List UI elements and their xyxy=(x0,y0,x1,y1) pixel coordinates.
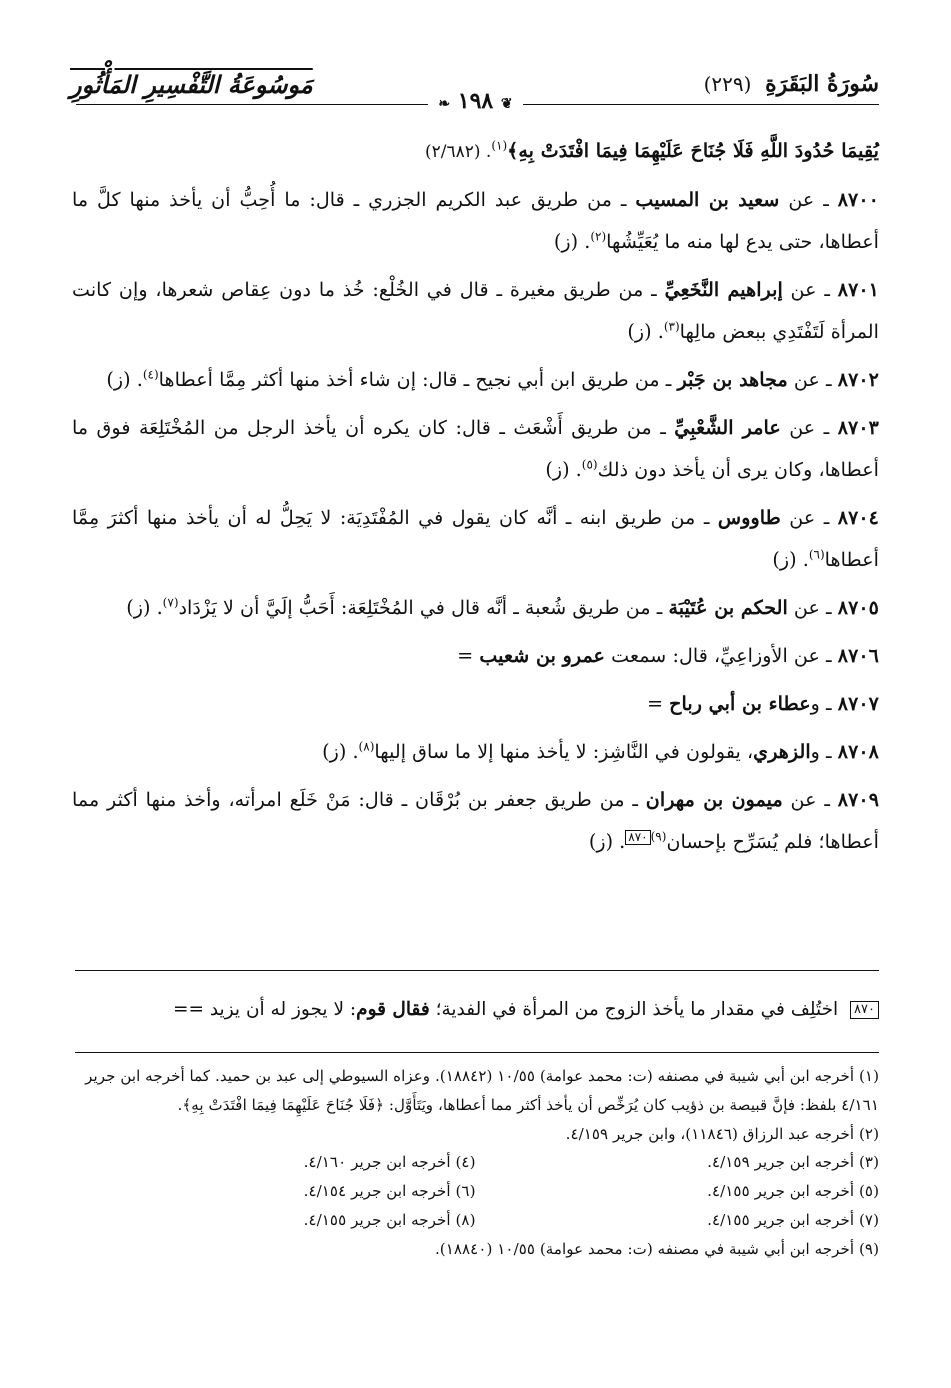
footnote-mark: (٣) xyxy=(663,319,680,334)
entry-lead: ـ عن xyxy=(787,596,838,619)
narrator-name: عامر الشَّعْبِيِّ xyxy=(674,416,781,439)
narration-entry xyxy=(72,497,879,581)
narrator-name: سعيد بن المسيب xyxy=(635,188,780,211)
footnote-mark: (٦) xyxy=(808,547,825,562)
narrator-name: عطاء بن أبي رباح xyxy=(669,692,811,715)
book-title: مَوسُوعَةُ التَّفْسِيرِ المَأْثُورِ xyxy=(70,69,313,99)
entry-tail: . (ز) xyxy=(627,320,664,343)
entry-number: ٨٧٠٥ xyxy=(837,596,879,619)
page-number-block xyxy=(0,88,951,114)
entry-number: ٨٧٠٢ xyxy=(837,368,879,391)
narration-entry xyxy=(72,683,879,725)
entry-text: ـ من طريق ابن أبي نجيح ـ قال: إن شاء أخذ منها أكثر مِمَّا أعطاها xyxy=(158,368,678,391)
footnote-2: (٢) أخرجه عبد الرزاق (١١٨٤٦)، وابن جرير ٤/١٥٩. xyxy=(565,1124,879,1143)
entry-text: ـ من طريق عبد الكريم الجزري ـ قال: ما أُحِبُّ أن يأخذ منها كلَّ ما أعطاها، حتى يدع لها منه ما يُعَيِّشُها xyxy=(72,188,879,253)
footnotes xyxy=(72,1062,879,1264)
entry-text: ـ من طريق مغيرة ـ قال في الخُلْع: خُذ ما دون عِقاص شعرها، وإن كانت المرأة لَتَفْتَدِي ببعض مالِها xyxy=(72,278,879,343)
narrator-name: طاووس xyxy=(717,506,781,529)
quran-verse: يُقِيمَا حُدُودَ اللَّهِ فَلَا جُنَاحَ عَلَيْهِمَا فِيمَا افْتَدَتْ بِهِ xyxy=(518,139,879,162)
entry-text: الأوزاعِيِّ، قال: سمعت xyxy=(605,644,788,667)
entry-number: ٨٧٠٨ xyxy=(837,740,879,763)
narration-entry xyxy=(72,587,879,629)
ayah-number: (٢٢٩) xyxy=(703,72,752,96)
entry-text: ـ من طريق ابنه ـ أنَّه كان يقول في المُفْتَدِيَة: لا يَحِلُّ له أن يأخذ منها أكثرَ مِمَّا أعطاها xyxy=(72,506,879,571)
footnote-3: (٣) أخرجه ابن جرير ٤/١٥٩. xyxy=(707,1153,879,1172)
narrator-name: مجاهد بن جَبْر xyxy=(677,368,788,391)
narration-entry xyxy=(72,179,879,263)
entry-lead: ـ عن xyxy=(780,416,838,439)
narration-entry xyxy=(72,359,879,401)
entry-number: ٨٧٠٧ xyxy=(837,692,879,715)
sura-title: سُورَةُ البَقَرَةِ xyxy=(765,71,879,97)
entry-lead: ـ عن xyxy=(787,368,838,391)
entry-lead: ـ عن xyxy=(779,188,838,211)
ornament-icon: ❧ xyxy=(438,96,451,112)
entry-tail: = xyxy=(457,644,480,667)
note-text: اختُلِف في مقدار ما يأخذ الزوج من المرأة في الفدية؛ xyxy=(429,999,845,1020)
note-ref-box: ٨٧٠ xyxy=(625,830,650,845)
entry-number: ٨٧٠٠ xyxy=(837,188,879,211)
main-text xyxy=(72,130,879,863)
entry-lead: ـ عن xyxy=(787,644,838,667)
verse-line xyxy=(72,130,879,173)
footnote-mark: (٨) xyxy=(358,739,375,754)
narrator-name: إبراهيم النَّخَعِيِّ xyxy=(664,278,783,301)
entry-tail: . (ز) xyxy=(772,548,809,571)
entry-number: ٨٧٠٤ xyxy=(837,506,879,529)
verse-reference: . (٢/٦٨٢) xyxy=(424,142,492,162)
footnote-6: (٦) أخرجه ابن جرير ٤/١٥٤. xyxy=(303,1182,476,1201)
note-bold: فقال قوم xyxy=(356,999,430,1020)
entry-tail: . (ز) xyxy=(322,740,359,763)
narration-entry xyxy=(72,269,879,353)
entry-number: ٨٧٠٩ xyxy=(837,788,880,811)
entry-lead: ـ عن xyxy=(780,506,838,529)
entry-text: ـ من طريق جعفر بن بُرْقَان ـ قال: مَنْ خَلَع امرأته، وأخذ منها أكثر مما أعطاها؛ فلم يُسَرِّح بإحسان xyxy=(72,788,879,853)
entry-tail: = xyxy=(646,692,670,715)
footnote-5: (٥) أخرجه ابن جرير ٤/١٥٥. xyxy=(707,1182,879,1201)
sidenote-rule xyxy=(75,970,879,971)
page-number: ١٩٨ xyxy=(457,88,494,114)
entry-lead: ـ عن xyxy=(782,278,838,301)
footnote-mark: (٩) xyxy=(650,829,667,844)
entry-number: ٨٧٠١ xyxy=(837,278,879,301)
quran-bracket-close: ﴾ xyxy=(507,139,519,162)
entry-lead: ـ و xyxy=(810,692,838,715)
entry-text: ـ من طريق شُعبة ـ أنَّه قال في المُخْتَلِعَة: أَحَبُّ إلَيَّ أن لا يَزْدَاد xyxy=(178,596,669,619)
footnote-mark: (٧) xyxy=(162,595,179,610)
entry-text: ، يقولون في النَّاشِز: لا يأخذ منها إلا ما ساق إليها xyxy=(374,740,754,763)
note-label: ٨٧٠ xyxy=(850,1001,879,1019)
entry-lead: ـ و xyxy=(810,740,838,763)
narration-entry xyxy=(72,635,879,677)
editor-note xyxy=(18,990,879,1030)
footnote-mark: (١) xyxy=(491,138,508,153)
narrator-name: عمرو بن شعيب xyxy=(479,644,606,667)
narration-entry xyxy=(72,407,879,491)
footnote-row xyxy=(72,1206,879,1235)
entry-tail: . (ز) xyxy=(588,830,626,853)
note-rest: : لا يجوز له أن يزيد == xyxy=(172,999,357,1020)
footnote-4: (٤) أخرجه ابن جرير ٤/١٦٠. xyxy=(303,1153,476,1172)
footnote-rule xyxy=(75,1052,879,1053)
entry-tail: . (ز) xyxy=(106,368,143,391)
entry-tail: . (ز) xyxy=(545,458,582,481)
footnote-row xyxy=(72,1148,879,1177)
footnote-8: (٨) أخرجه ابن جرير ٤/١٥٥. xyxy=(303,1210,476,1229)
narration-list xyxy=(72,179,879,863)
footnote-mark: (٥) xyxy=(581,457,598,472)
footnote-7: (٧) أخرجه ابن جرير ٤/١٥٥. xyxy=(707,1210,879,1229)
footnote-mark: (٢) xyxy=(590,229,607,244)
ornament-icon: ❦ xyxy=(500,96,513,112)
entry-number: ٨٧٠٦ xyxy=(837,644,879,667)
narrator-name: الحكم بن عُتَيْبَة xyxy=(668,596,788,619)
narration-entry xyxy=(72,731,879,773)
entry-tail: . (ز) xyxy=(553,230,591,253)
narration-entry xyxy=(72,779,879,863)
footnote-1: (١) أخرجه ابن أبي شيبة في مصنفه (ت: محمد عوامة) ١٠/٥٥ (١٨٨٤٢). وعزاه السيوطي إلى عبد بن حميد. كما أخرجه ابن جرير ٤/١٦١ بلفظ: فإنَّ قبيصة بن ذؤيب كان يُرَخِّص أن يأخذ أكثر مما أعطاها، ويَتَأَوَّل: ﴿فَلَا جُنَاحَ عَلَيْهِمَا فِيمَا افْتَدَتْ بِهِ﴾. xyxy=(85,1067,879,1114)
footnote-mark: (٤) xyxy=(142,367,159,382)
entry-text: ـ من طريق أَشْعَث ـ قال: كان يكره أن يأخذ الرجل من المُخْتَلِعَة فوق ما أعطاها، وكان يرى أن يأخذ دون ذلك xyxy=(72,416,879,481)
footnote-row xyxy=(72,1177,879,1206)
narrator-name: ميمون بن مهران xyxy=(645,788,783,811)
entry-number: ٨٧٠٣ xyxy=(837,416,879,439)
entry-lead: ـ عن xyxy=(782,788,838,811)
footnote-9: (٩) أخرجه ابن أبي شيبة في مصنفه (ت: محمد عوامة) ١٠/٥٥ (١٨٨٤٠). xyxy=(434,1239,879,1258)
entry-tail: . (ز) xyxy=(126,596,163,619)
narrator-name: الزهري xyxy=(753,740,811,763)
